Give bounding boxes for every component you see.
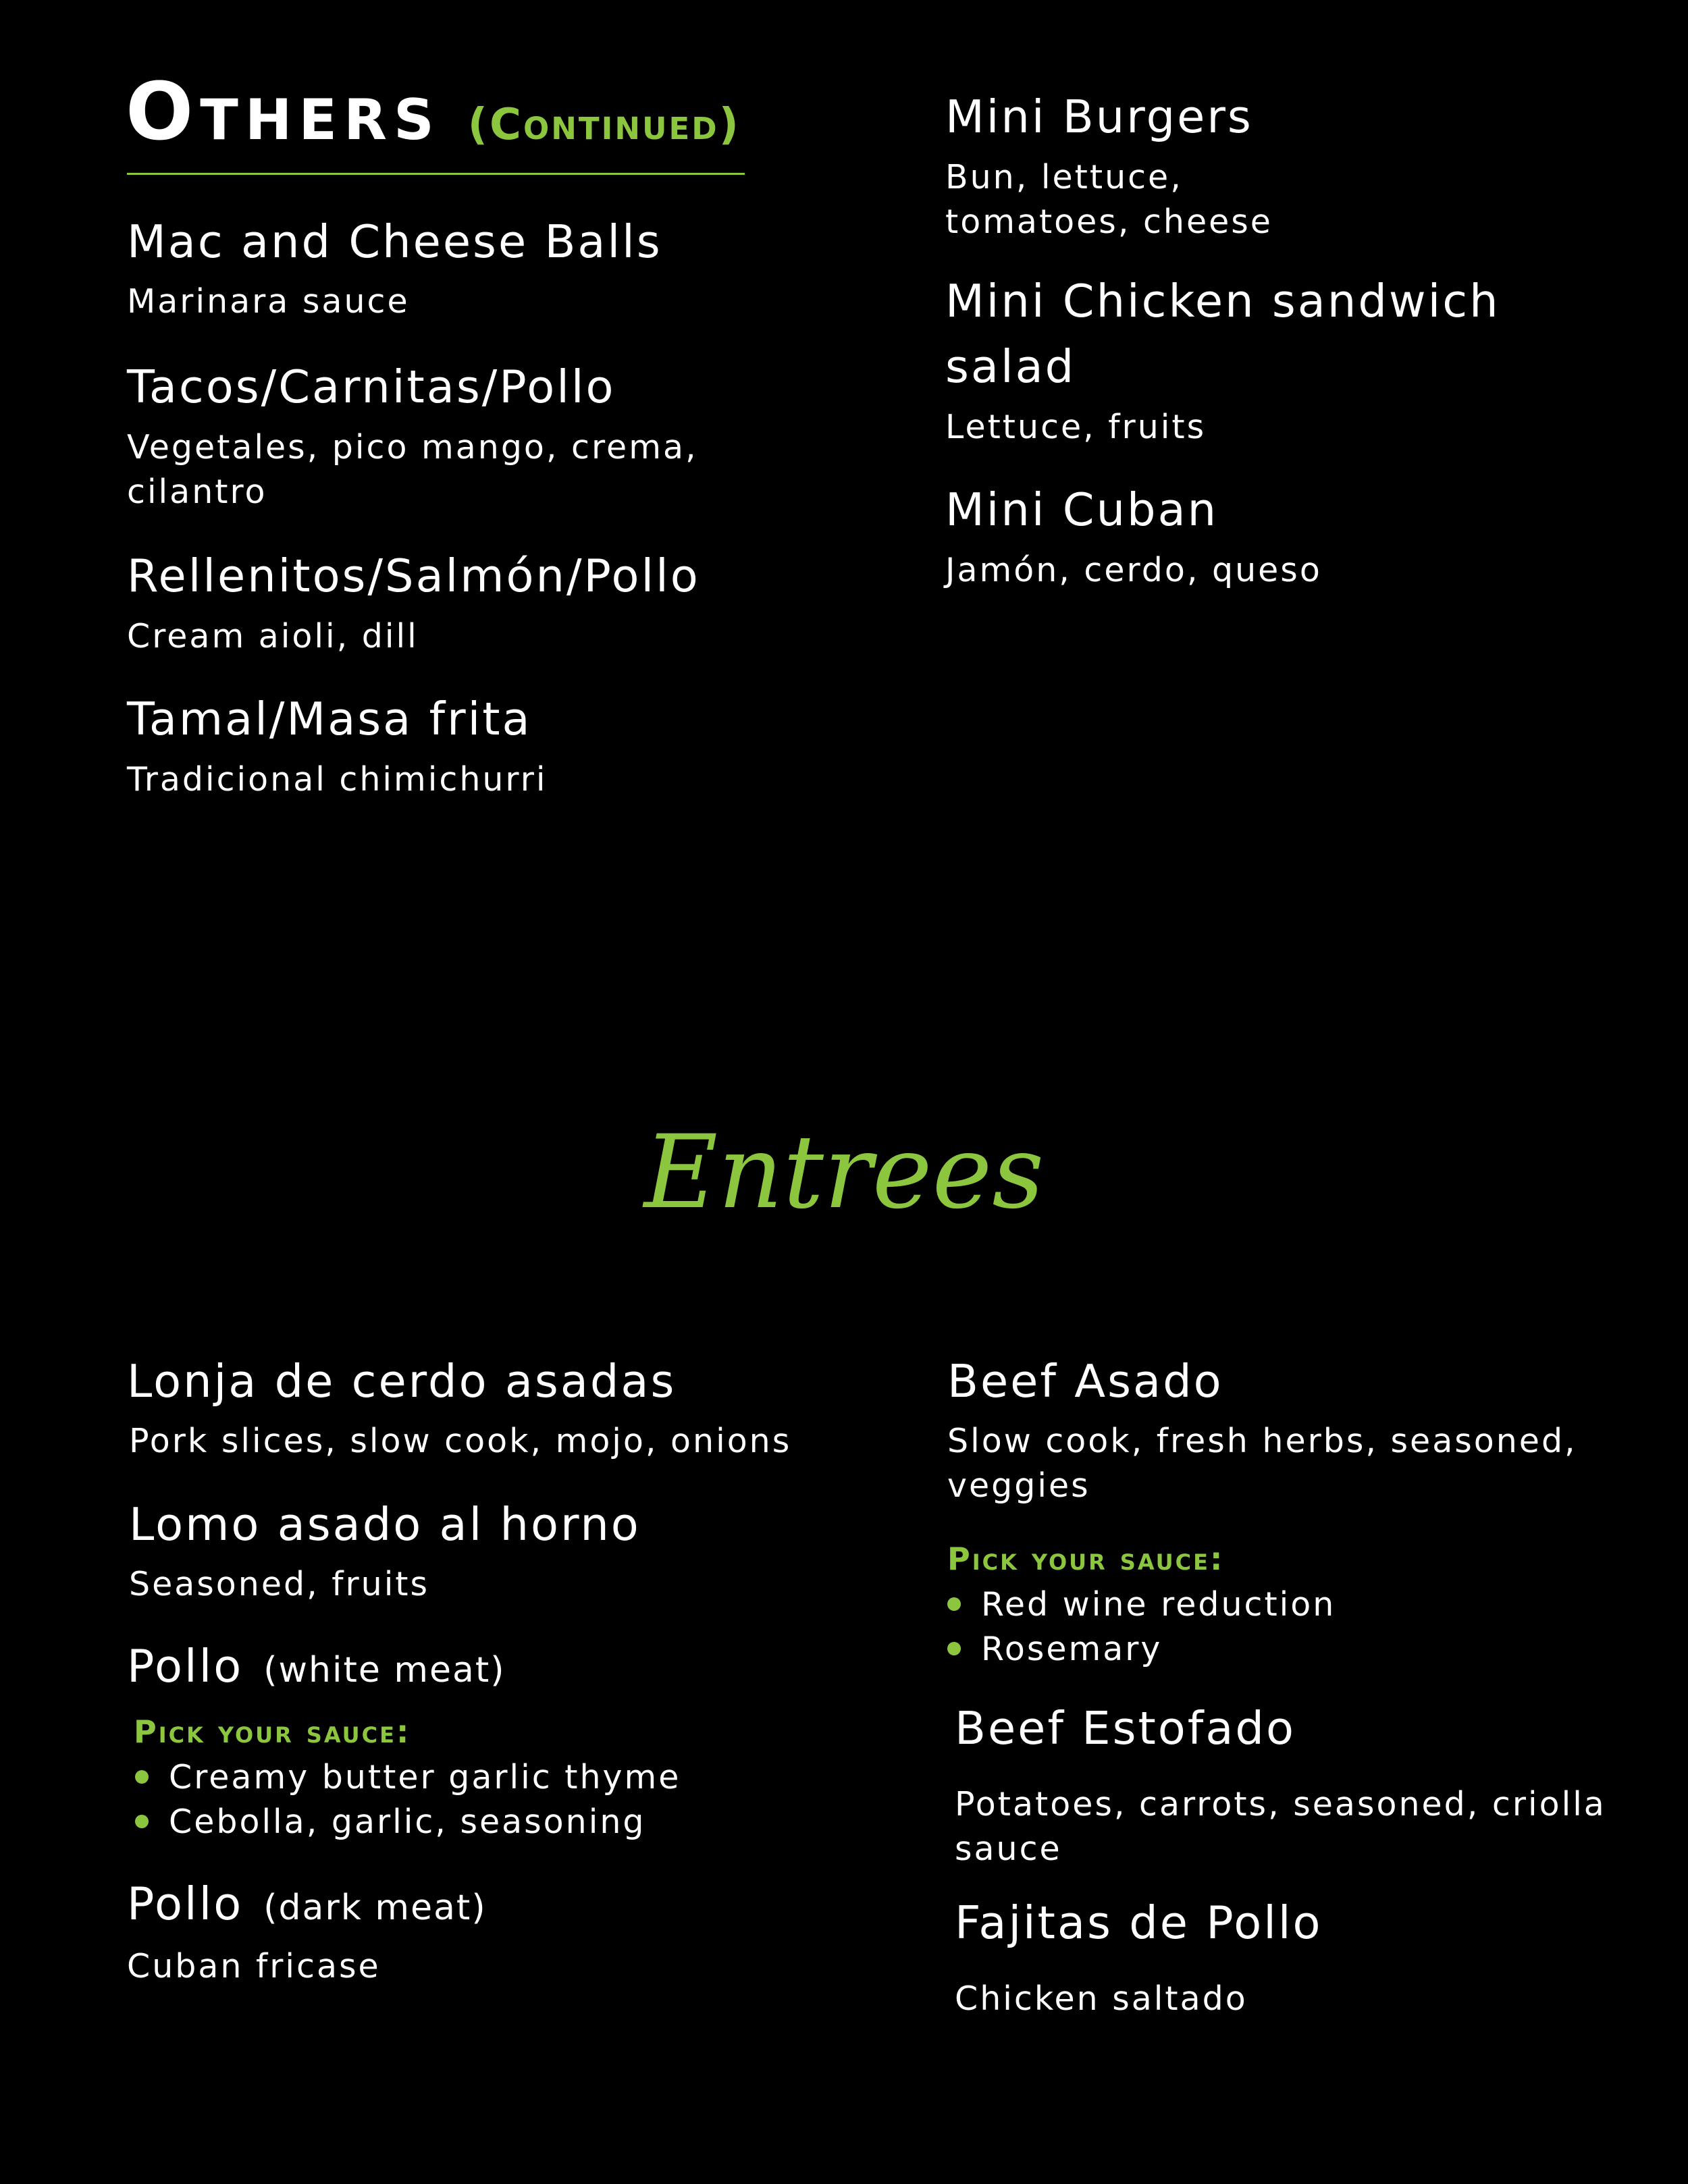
sauce-option: Rosemary <box>947 1627 1336 1672</box>
menu-item-note: (white meat) <box>263 1650 506 1690</box>
menu-item-name: Beef Estofado <box>955 1702 1296 1755</box>
menu-item-desc: Potatoes, carrots, seasoned, criolla sauce <box>955 1785 1606 1868</box>
menu-item-desc: Bun, lettuce, tomatoes, cheese <box>945 158 1273 241</box>
bullet-icon <box>135 1770 149 1784</box>
bullet-icon <box>947 1642 961 1655</box>
menu-item-name: Lomo asado al horno <box>129 1498 641 1551</box>
menu-item-desc: Cuban fricase <box>127 1947 381 1986</box>
menu-item-name: Pollo <box>127 1640 244 1693</box>
menu-item-name: Beef Asado <box>947 1355 1223 1408</box>
menu-item-desc: Pork slices, slow cook, mojo, onions <box>129 1422 792 1460</box>
menu-item-desc: Marinara sauce <box>127 282 410 321</box>
sauce-label: Pick your sauce: <box>134 1713 411 1750</box>
menu-item-desc: Slow cook, fresh herbs, seasoned, veggies <box>947 1422 1577 1505</box>
menu-item-name: Mac and Cheese Balls <box>127 215 662 268</box>
menu-item-name: Pollo <box>127 1877 244 1930</box>
sauce-list <box>947 1582 1336 1672</box>
menu-item-desc: Jamón, cerdo, queso <box>945 551 1322 589</box>
menu-item-note: (dark meat) <box>263 1888 487 1928</box>
menu-item-desc: Seasoned, fruits <box>129 1565 430 1603</box>
sauce-option: Red wine reduction <box>947 1582 1336 1627</box>
menu-item-name: Mini Chicken sandwich salad <box>945 275 1500 393</box>
sauce-label: Pick your sauce: <box>947 1541 1225 1577</box>
menu-item-desc: Chicken saltado <box>955 1979 1248 2018</box>
menu-item-name-with-note <box>127 1634 506 1703</box>
menu-item-name: Mini Burgers <box>945 90 1253 143</box>
menu-item-name: Mini Cuban <box>945 483 1219 536</box>
bullet-icon <box>135 1815 149 1828</box>
menu-item-name: Lonja de cerdo asadas <box>127 1355 677 1408</box>
sauce-option: Creamy butter garlic thyme <box>135 1755 681 1800</box>
menu-item-desc: Tradicional chimichurri <box>127 760 548 799</box>
menu-item-desc: Lettuce, fruits <box>945 408 1207 446</box>
entrees-title: Entrees <box>643 1114 1045 1231</box>
section-subtitle: (Continued) <box>467 100 741 150</box>
section-title: Others <box>126 65 441 158</box>
menu-item-desc: Vegetales, pico mango, crema, cilantro <box>127 428 698 511</box>
menu-item-name: Rellenitos/Salmón/Pollo <box>127 550 700 602</box>
menu-item-name: Fajitas de Pollo <box>955 1896 1323 1949</box>
menu-item-name-with-note <box>127 1871 487 1941</box>
menu-item-desc: Cream aioli, dill <box>127 617 419 656</box>
menu-item-name: Tamal/Masa frita <box>127 693 532 745</box>
sauce-list <box>135 1755 681 1844</box>
heading-divider <box>127 173 745 175</box>
bullet-icon <box>947 1597 961 1611</box>
section-heading-others <box>126 65 741 158</box>
sauce-option: Cebolla, garlic, seasoning <box>135 1800 681 1844</box>
menu-item-name: Tacos/Carnitas/Pollo <box>127 361 616 413</box>
